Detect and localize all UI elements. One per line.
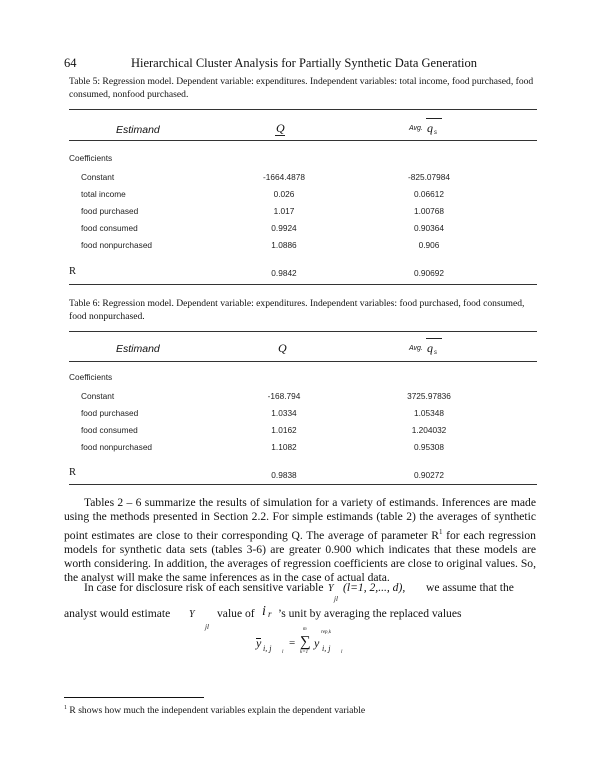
table6-r-qs: 0.90272 xyxy=(414,470,444,480)
table5-header-q: Q xyxy=(276,121,285,135)
table6-header-q: Q xyxy=(278,341,287,355)
page-header xyxy=(64,56,544,72)
table6-row-label: food nonpurchased xyxy=(81,442,153,452)
table5-row-label: Constant xyxy=(81,172,115,182)
table5-row-q: -1664.4878 xyxy=(263,172,305,182)
body-paragraph: Tables 2 – 6 summarize the results of simulation for a variety of estimands. Inferences are made using the methods presented in Section 2.2. For simple estimands (table 2) the averages of synthetic point estimates are close to their corresponding Q. The average of parameter $R^1$ for each regression models for synthetic data sets (tables 3-6) are greater 0.900 which indicates that these models are worth considering. In addition, the averages of regression coefficients are close to original values. So, the analyst will make the same inferences as in the case of actual data. xyxy=(64,496,536,585)
table5-row-q: 1.0886 xyxy=(271,240,297,250)
table6-row-label: Constant xyxy=(81,391,115,401)
table6-caption: Table 6: Regression model. Dependent variable: expenditures. Independent variables: food purchased, food consumed, food nonpurchased. xyxy=(69,298,525,322)
table6-row-qs: 1.204032 xyxy=(411,425,447,435)
table5-top-rule xyxy=(69,109,537,110)
table6-row-q: 1.0162 xyxy=(271,425,297,435)
table5-row-qs: 1.00768 xyxy=(414,206,444,216)
equation-rhs: y xyxy=(314,636,320,650)
table5-caption: Table 5: Regression model. Dependent variable: expenditures. Independent variables: total income, food purchased, food consumed, nonfood purchased. xyxy=(69,76,534,100)
table5-row-qs: 0.06612 xyxy=(414,189,444,199)
table5-row-qs: 0.90364 xyxy=(414,223,444,233)
table5-r-label: R xyxy=(69,266,77,277)
table6-row-label: food consumed xyxy=(81,425,138,435)
table6-row-qs: 3725.97836 xyxy=(407,391,451,401)
running-title: Hierarchical Cluster Analysis for Partially Synthetic Data Generation xyxy=(130,56,478,70)
equation-sum-symbol: ∑ xyxy=(300,634,311,650)
table6-row-q: 1.1082 xyxy=(271,442,297,452)
table6-r-q: 0.9838 xyxy=(271,470,297,480)
table6-bottom-rule xyxy=(69,484,537,485)
equation-lhs: y xyxy=(256,636,262,650)
table6-r-label: R xyxy=(69,467,77,478)
footnote: $^1$ R shows how much the independent variables explain the dependent variable xyxy=(64,705,366,717)
table5-row-qs: 0.906 xyxy=(418,240,440,250)
table5-row-q: 0.9924 xyxy=(271,223,297,233)
table5-row-label: food consumed xyxy=(81,223,138,233)
table5-row-label: total income xyxy=(81,189,126,199)
table5-section-label: Coefficients xyxy=(69,153,113,163)
table6-row-qs: 0.95308 xyxy=(414,442,444,452)
table6-row-qs: 1.05348 xyxy=(414,408,444,418)
footnote-rule xyxy=(64,697,204,698)
table6-section-label: Coefficients xyxy=(69,372,113,382)
table5-row-qs: -825.07984 xyxy=(408,172,450,182)
table5-row-label: food purchased xyxy=(81,206,139,216)
table6-row-q: -168.794 xyxy=(267,391,301,401)
table6-top-rule xyxy=(69,331,537,332)
table5-header-rule xyxy=(69,140,537,141)
table5-r-q: 0.9842 xyxy=(271,268,297,278)
table5-row-label: food nonpurchased xyxy=(81,240,153,250)
table5-bottom-rule xyxy=(69,284,537,285)
table5-row-q: 0.026 xyxy=(273,189,295,199)
table5-row-q: 1.017 xyxy=(273,206,295,216)
table6-row-label: food purchased xyxy=(81,408,139,418)
table6-header-rule xyxy=(69,361,537,362)
equation-average: y i, j l = ∑ m k=1 y rep,k i, j l xyxy=(256,627,343,655)
table5-r-qs: 0.90692 xyxy=(414,268,444,278)
table6-header-estimand: Estimand xyxy=(116,343,160,355)
table5-header-estimand: Estimand xyxy=(116,124,160,136)
page-number: 64 xyxy=(64,56,77,70)
body-paragraph-risk: In case for disclosure risk of each sensitive variable Y jl (l=1, 2,..., d), we assume that the xyxy=(84,581,514,603)
body-paragraph-estimate: analyst would estimate Y jl value of i r ’s unit by averaging the replaced values xyxy=(64,604,462,631)
table6-row-q: 1.0334 xyxy=(271,408,297,418)
